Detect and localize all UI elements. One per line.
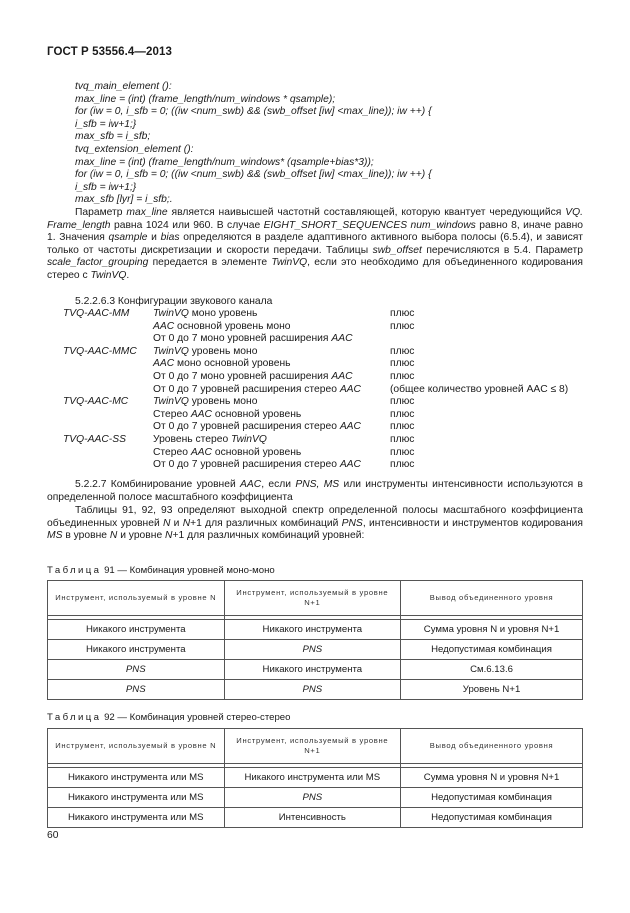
config-section-title: 5.2.2.6.3 Конфигурации звукового канала xyxy=(75,296,273,307)
paragraph-section-5-2-2-7: 5.2.2.7 Комбинирование уровней AAC, если PNS, MS или инструменты интенсивности используются в определенной полосе масштабного коэффициента xyxy=(47,479,584,503)
table-92 xyxy=(47,728,583,828)
code-line: max_sfb [lyr] = i_sfb;. xyxy=(75,194,173,206)
table-row xyxy=(48,660,583,680)
code-line: tvq_extension_element (): xyxy=(75,143,194,155)
paragraph-max-line: Параметр max_line является наивысшей частотнй составляющей, которую квантует чередующийся VQ. Frame_length равна 1024 или 960. В случае EIGHT_SHORT_SEQUENCES num_windows равно 8, иначе равно 1. Значения qsample и bias определяются в разделе адаптивного активного выбора полосы (6.5.4), и зависят только от частоты дискретизации и скорости передачи. Таблицы swb_offset перечисляются в 5.4. Параметр scale_factor_grouping передается в элементе TwinVQ, если это необходимо для объединенного кодирования стерео с TwinVQ. xyxy=(47,207,584,281)
table-row xyxy=(48,620,583,640)
table-cell: Никакого инструмента xyxy=(224,620,401,640)
table-cell: Никакого инструмента или MS xyxy=(48,768,225,788)
paragraph-tables-intro: Таблицы 91, 92, 93 определяют выходной спектр определенной полосы масштабного коэффициента объединенных уровней N и N+1 для различных комбинаций PNS, интенсивности и инструментов кодирования MS в уровне N и уровне N+1 для различных комбинаций уровней: xyxy=(47,505,584,542)
code-line: tvq_main_element (): xyxy=(75,81,172,92)
table-header-row xyxy=(48,581,583,616)
table-cell: Никакого инструмента или MS xyxy=(48,788,225,808)
code-block xyxy=(75,81,432,207)
table-header-cell: Инструмент, используемый в уровне N+1 xyxy=(224,729,401,764)
table-header-cell: Инструмент, используемый в уровне N+1 xyxy=(224,581,401,616)
table-cell: Никакого инструмента xyxy=(48,640,225,660)
code-line: max_sfb = i_sfb; xyxy=(75,131,151,143)
table-row xyxy=(48,680,583,700)
table-cell: Уровень N+1 xyxy=(401,680,583,700)
table-cell: Недопустимая комбинация xyxy=(401,808,583,828)
table-cell: Никакого инструмента или MS xyxy=(48,808,225,828)
table-cell: PNS xyxy=(48,660,225,680)
table-92-caption: Таблица 92 — Комбинация уровней стерео-стерео xyxy=(47,712,291,723)
table-91 xyxy=(47,580,583,700)
table-cell: Интенсивность xyxy=(224,808,401,828)
table-91-caption: Таблица 91 — Комбинация уровней моно-моно xyxy=(47,565,275,576)
table-cell: PNS xyxy=(224,640,401,660)
table-row xyxy=(48,640,583,660)
table-row xyxy=(48,788,583,808)
table-header-cell: Инструмент, используемый в уровне N xyxy=(48,729,225,764)
code-line: max_line = (int) (frame_length/num_windows * qsample); xyxy=(75,93,336,105)
table-header-row xyxy=(48,729,583,764)
code-line: for (iw = 0, i_sfb = 0; ((iw <num_swb) && (swb_offset [iw] <max_line)); iw ++) { xyxy=(75,106,432,118)
code-line: i_sfb = iw+1;} xyxy=(75,118,137,130)
table-row xyxy=(48,768,583,788)
table-cell: PNS xyxy=(224,788,401,808)
table-cell: См.6.13.6 xyxy=(401,660,583,680)
table-cell: PNS xyxy=(48,680,225,700)
table-cell: Сумма уровня N и уровня N+1 xyxy=(401,620,583,640)
table-cell: Недопустимая комбинация xyxy=(401,788,583,808)
table-cell: Недопустимая комбинация xyxy=(401,640,583,660)
code-line: max_line = (int) (frame_length/num_windows* (qsample+bias*3)); xyxy=(75,156,374,168)
page-number: 60 xyxy=(47,830,59,841)
table-header-cell: Вывод объединенного уровня xyxy=(401,581,583,616)
table-cell: Никакого инструмента xyxy=(48,620,225,640)
table-cell: Никакого инструмента xyxy=(224,660,401,680)
table-cell: Сумма уровня N и уровня N+1 xyxy=(401,768,583,788)
table-header-cell: Вывод объединенного уровня xyxy=(401,729,583,764)
code-line: i_sfb = iw+1;} xyxy=(75,181,137,193)
table-header-cell: Инструмент, используемый в уровне N xyxy=(48,581,225,616)
table-row xyxy=(48,808,583,828)
table-cell: PNS xyxy=(224,680,401,700)
document-header: ГОСТ Р 53556.4—2013 xyxy=(47,46,172,58)
table-cell: Никакого инструмента или MS xyxy=(224,768,401,788)
code-line: for (iw = 0, i_sfb = 0; ((iw <num_swb) && (swb_offset [iw] <max_line)); iw ++) { xyxy=(75,169,432,181)
